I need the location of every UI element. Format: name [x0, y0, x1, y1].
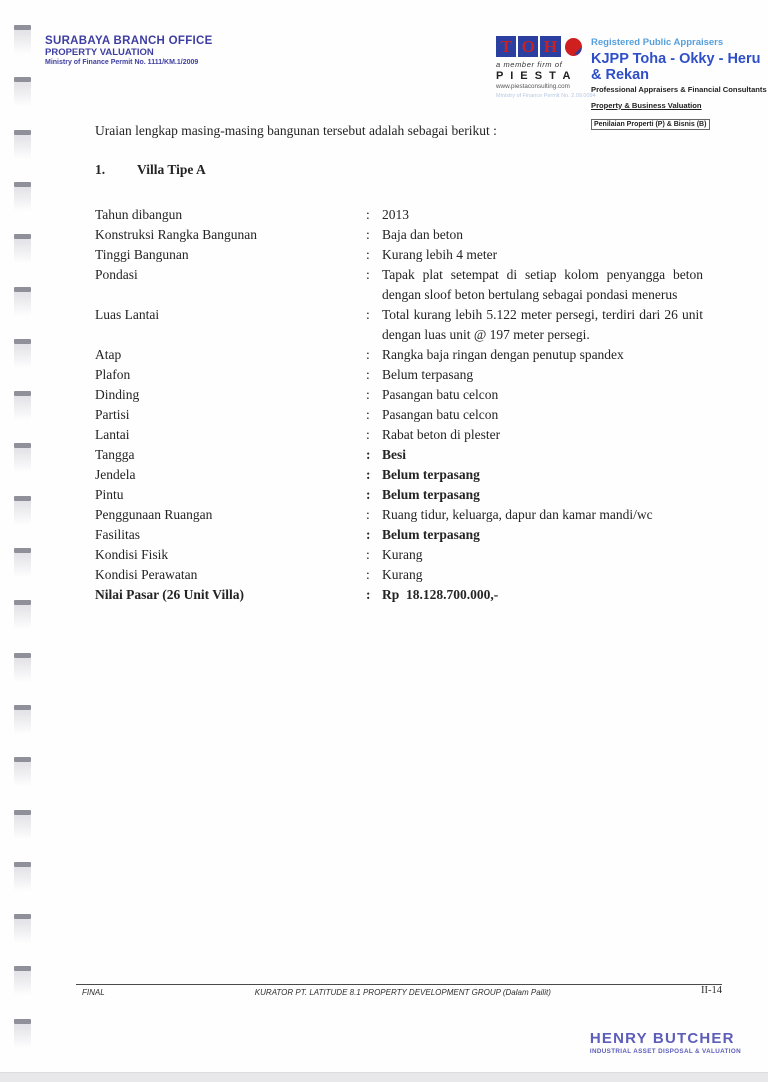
- binder-hole-mark: [14, 757, 31, 790]
- detail-value: 2013: [382, 207, 409, 222]
- property-details-list: [95, 205, 703, 605]
- toho-logo-dot-icon: [565, 38, 582, 56]
- professional-line: Professional Appraisers & Financial Consultants: [591, 85, 767, 95]
- branch-office-letterhead: [45, 35, 213, 67]
- detail-row: [95, 225, 703, 245]
- detail-label: Penggunaan Ruangan: [95, 507, 213, 522]
- detail-label: Nilai Pasar (26 Unit Villa): [95, 587, 245, 602]
- piesta-wordmark: P I E S T A: [496, 70, 573, 82]
- detail-value: Pasangan batu celcon: [382, 407, 499, 422]
- detail-value: Kurang: [382, 567, 423, 582]
- binder-hole-mark: [14, 496, 31, 529]
- toho-logo-letter: H: [540, 36, 560, 57]
- detail-label: Kondisi Perawatan: [95, 567, 198, 582]
- member-firm-line: a member firm of: [496, 60, 563, 69]
- toho-logo-letter: T: [496, 36, 516, 57]
- detail-row: [95, 525, 703, 545]
- detail-value: Belum terpasang: [382, 467, 480, 482]
- detail-row: [95, 385, 703, 405]
- detail-row: [95, 265, 703, 305]
- binder-hole-mark: [14, 287, 31, 320]
- branch-office-subtitle: PROPERTY VALUATION: [45, 47, 154, 59]
- detail-label: Plafon: [95, 367, 131, 382]
- detail-colon: :: [366, 567, 370, 582]
- detail-value: Kurang lebih 4 meter: [382, 247, 498, 262]
- binder-hole-mark: [14, 25, 31, 58]
- henry-butcher-wordmark: HENRY BUTCHER: [589, 1030, 735, 1047]
- binder-hole-mark: [14, 810, 31, 843]
- detail-value: Belum terpasang: [382, 487, 480, 502]
- section-title: Villa Tipe A: [137, 162, 206, 177]
- section-heading: [95, 162, 206, 178]
- detail-label: Partisi: [95, 407, 130, 422]
- toho-logo-letter: O: [518, 36, 538, 57]
- henry-butcher-logo: [590, 1031, 741, 1055]
- detail-colon: :: [366, 367, 370, 382]
- detail-colon: :: [366, 407, 370, 422]
- detail-value: Rp 18.128.700.000,-: [382, 587, 499, 602]
- piesta-website: www.piestaconsulting.com: [496, 83, 570, 90]
- binder-hole-mark: [14, 966, 31, 999]
- binder-hole-mark: [14, 914, 31, 947]
- binder-hole-mark: [14, 600, 31, 633]
- branch-permit-line: Ministry of Finance Permit No. 1111/KM.1/2009: [45, 59, 199, 67]
- detail-label: Tahun dibangun: [95, 207, 183, 222]
- footer-document-title: KURATOR PT. LATITUDE 8.1 PROPERTY DEVELOPMENT GROUP (Dalam Pailit): [254, 988, 551, 997]
- detail-label: Lantai: [95, 427, 130, 442]
- detail-row: [95, 205, 703, 225]
- binder-hole-mark: [14, 234, 31, 267]
- detail-row: [95, 305, 703, 345]
- detail-value: Total kurang lebih 5.122 meter persegi, terdiri dari 26 unit dengan luas unit @ 197 meter persegi.: [382, 307, 703, 342]
- detail-row: [95, 425, 703, 445]
- detail-colon: :: [366, 207, 370, 222]
- binder-hole-mark: [14, 705, 31, 738]
- toho-logo-block: [496, 36, 596, 130]
- detail-colon: :: [366, 267, 370, 282]
- detail-colon: :: [366, 247, 370, 262]
- footer-status: FINAL: [82, 988, 105, 997]
- detail-label: Kondisi Fisik: [95, 547, 169, 562]
- firm-letterhead: [496, 36, 768, 130]
- binder-hole-mark: [14, 548, 31, 581]
- detail-value: Belum terpasang: [382, 527, 480, 542]
- binder-hole-mark: [14, 653, 31, 686]
- detail-value: Tapak plat setempat di setiap kolom penyangga beton dengan sloof beton bertulang sebagai pondasi menerus: [382, 267, 703, 302]
- detail-label: Pintu: [95, 487, 124, 502]
- binder-hole-mark: [14, 77, 31, 110]
- detail-colon: :: [366, 447, 371, 462]
- binder-hole-mark: [14, 391, 31, 424]
- detail-label: Dinding: [95, 387, 140, 402]
- detail-colon: :: [366, 527, 371, 542]
- detail-colon: :: [366, 507, 370, 522]
- detail-colon: :: [366, 427, 370, 442]
- detail-colon: :: [366, 487, 371, 502]
- footer-rule: [76, 984, 722, 985]
- piesta-permit-faded: Ministry of Finance Permit No. 2.09.0094: [496, 93, 596, 99]
- binder-hole-mark: [14, 130, 31, 163]
- section-number: 1.: [95, 162, 106, 177]
- detail-value: Ruang tidur, keluarga, dapur dan kamar mandi/wc: [382, 507, 653, 522]
- binder-hole-mark: [14, 339, 31, 372]
- detail-row: [95, 465, 703, 485]
- detail-value: Baja dan beton: [382, 227, 463, 242]
- penilaian-line: Penilaian Properti (P) & Bisnis (B): [591, 119, 710, 131]
- intro-paragraph: Uraian lengkap masing-masing bangunan tersebut adalah sebagai berikut :: [95, 123, 497, 138]
- detail-label: Konstruksi Rangka Bangunan: [95, 227, 257, 242]
- detail-colon: :: [366, 387, 370, 402]
- footer-page-number: II-14: [701, 985, 722, 996]
- detail-row: [95, 445, 703, 465]
- detail-colon: :: [366, 547, 370, 562]
- detail-label: Fasilitas: [95, 527, 141, 542]
- detail-row: [95, 545, 703, 565]
- kjpp-block: [591, 36, 768, 130]
- henry-butcher-tagline: INDUSTRIAL ASSET DISPOSAL & VALUATION: [589, 1047, 741, 1055]
- detail-label: Tangga: [95, 447, 135, 462]
- toho-logo: [496, 36, 582, 57]
- detail-colon: :: [366, 307, 370, 322]
- binder-hole-mark: [14, 1019, 31, 1052]
- detail-value: Besi: [382, 447, 407, 462]
- footer: [76, 985, 722, 997]
- detail-value: Kurang: [382, 547, 423, 562]
- detail-value: Rangka baja ringan dengan penutup spandex: [382, 347, 624, 362]
- scan-edge-strip: [0, 1072, 768, 1082]
- detail-row: [95, 485, 703, 505]
- detail-label: Pondasi: [95, 267, 138, 282]
- binder-hole-mark: [14, 443, 31, 476]
- detail-value: Rabat beton di plester: [382, 427, 501, 442]
- detail-colon: :: [366, 587, 371, 602]
- detail-label: Luas Lantai: [95, 307, 160, 322]
- detail-value: Pasangan batu celcon: [382, 387, 499, 402]
- detail-row: [95, 345, 703, 365]
- detail-row: [95, 585, 703, 605]
- detail-label: Atap: [95, 347, 122, 362]
- detail-colon: :: [366, 347, 370, 362]
- kjpp-name: KJPP Toha - Okky - Heru & Rekan: [591, 50, 761, 83]
- registered-appraisers-line: Registered Public Appraisers: [591, 37, 724, 48]
- detail-colon: :: [366, 227, 370, 242]
- detail-colon: :: [366, 467, 371, 482]
- property-valuation-line: Property & Business Valuation: [591, 100, 702, 110]
- detail-label: Tinggi Bangunan: [95, 247, 189, 262]
- detail-label: Jendela: [95, 467, 136, 482]
- binder-hole-mark: [14, 862, 31, 895]
- branch-office-title: SURABAYA BRANCH OFFICE: [45, 35, 213, 47]
- binder-hole-mark: [14, 182, 31, 215]
- detail-value: Belum terpasang: [382, 367, 474, 382]
- detail-row: [95, 565, 703, 585]
- detail-row: [95, 365, 703, 385]
- detail-row: [95, 245, 703, 265]
- detail-row: [95, 505, 703, 525]
- detail-row: [95, 405, 703, 425]
